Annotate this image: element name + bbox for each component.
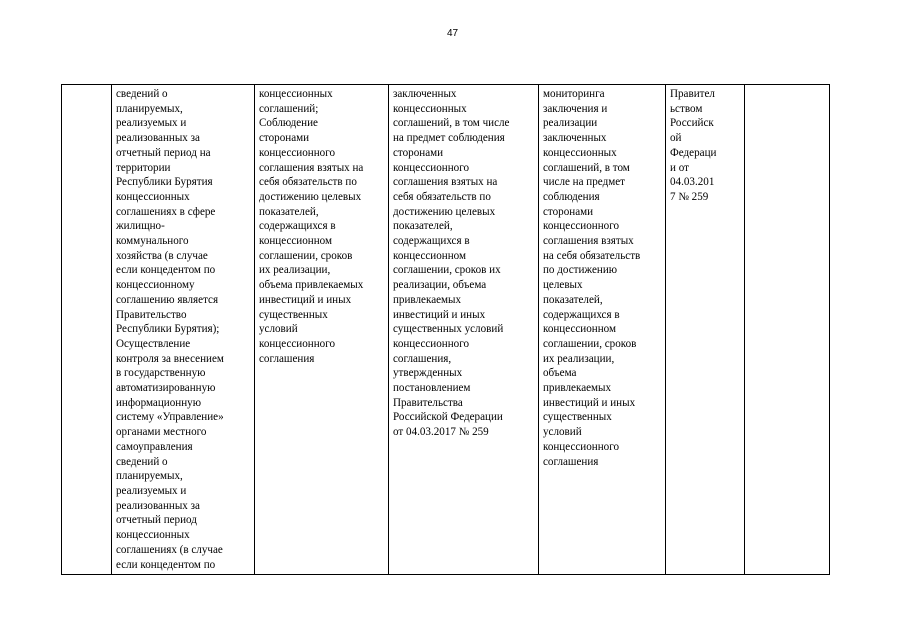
table-row	[62, 85, 830, 575]
table-cell-col1	[62, 85, 112, 575]
document-table	[61, 84, 830, 575]
table-cell-col6: Правител ьством Российск ой Федераци и от 04.03.201 7 № 259	[666, 85, 745, 575]
table-cell-col5: мониторинга заключения и реализации заключенных концессионных соглашений, в том числе на предмет соблюдения сторонами концессионного соглашения взятых на себя обязательств по достижению целевых показателей, содержащихся в концессионном соглашении, сроков их реализации, объема привлекаемых инвестиций и иных существенных условий концессионного соглашения	[539, 85, 666, 575]
table-cell-col3: концессионных соглашений; Соблюдение сторонами концессионного соглашения взятых на себя обязательств по достижению целевых показателей, содержащихся в концессионном соглашении, сроков их реализации, объема привлекаемых инвестиций и иных существенных условий концессионного соглашения	[255, 85, 389, 575]
table-cell-col7	[745, 85, 830, 575]
table-cell-col4: заключенных концессионных соглашений, в том числе на предмет соблюдения сторонами концессионного соглашения взятых на себя обязательств по достижению целевых показателей, содержащихся в концессионном соглашении, сроков их реализации, объема привлекаемых инвестиций и иных существенных условий концессионного соглашения, утвержденных постановлением Правительства Российской Федерации от 04.03.2017 № 259	[389, 85, 539, 575]
page-number: 47	[446, 28, 459, 39]
table-cell-col2: сведений о планируемых, реализуемых и реализованных за отчетный период на территории Республики Бурятия концессионных соглашениях в сфере жилищно- коммунального хозяйства (в случае если концедентом по концессионному соглашению является Правительство Республики Бурятия); Осуществление контроля за внесением в государственную автоматизированную информационную систему «Управление» органами местного самоуправления сведений о планируемых, реализуемых и реализованных за отчетный период концессионных соглашениях (в случае если концедентом по	[112, 85, 255, 575]
